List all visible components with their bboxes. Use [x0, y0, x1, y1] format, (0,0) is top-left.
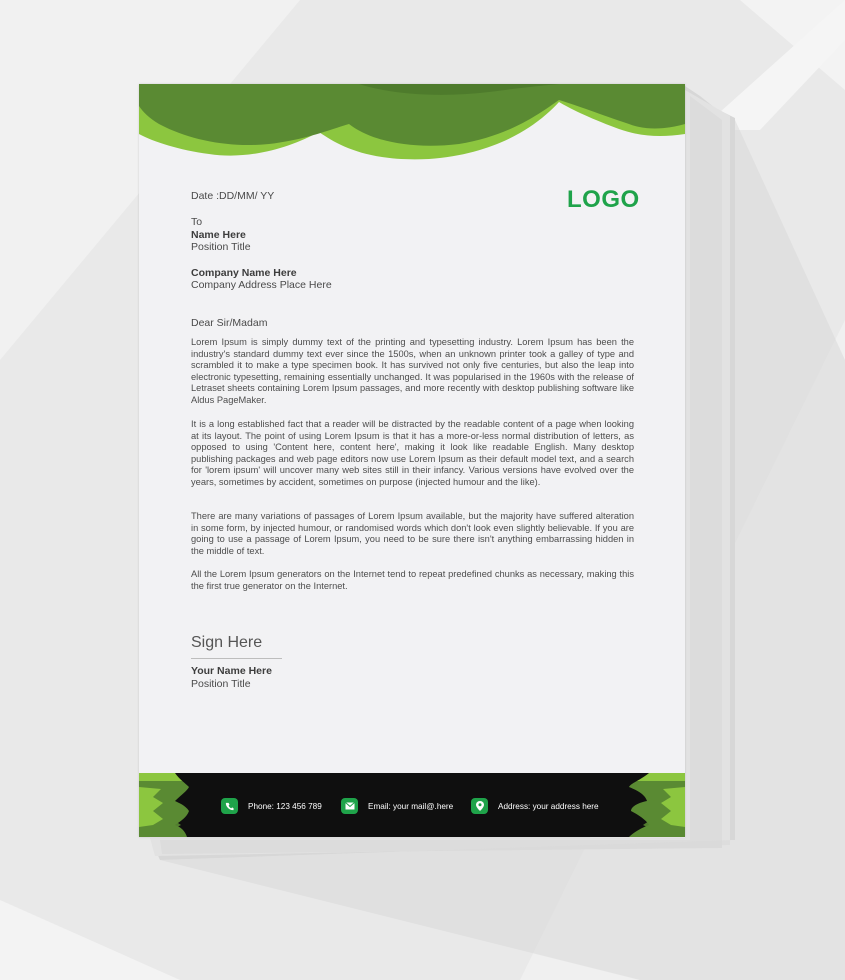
recipient-position: Position Title	[191, 241, 251, 253]
signer-position: Position Title	[191, 678, 251, 690]
letterhead-page	[139, 84, 685, 837]
signature-placeholder: Sign Here	[191, 634, 263, 651]
company-name: Company Name Here	[191, 267, 297, 279]
recipient-name: Name Here	[191, 229, 246, 241]
body-paragraph-3: There are many variations of passages of Lorem Ipsum available, but the majority have suffered alteration in some form, by injected humour, or randomised words which don't look even slightly believable. If you are going to use a passage of Lorem Ipsum, you need to be sure there isn't anything embarrassing hidden in the middle of text.	[191, 511, 634, 556]
footer-phone	[221, 798, 322, 814]
to-label: To	[191, 216, 203, 228]
date-line: Date :DD/MM/ YY	[191, 190, 275, 202]
location-pin-icon	[471, 798, 488, 814]
email-icon	[341, 798, 358, 814]
salutation: Dear Sir/Madam	[191, 317, 268, 329]
body-paragraph-1: Lorem Ipsum is simply dummy text of the printing and typesetting industry. Lorem Ipsum has been the industry's standard dummy text ever since the 1500s, when an unknown printer took a galley of type and scrambled it to make a type specimen book. It has survived not only five centuries, but also the leap into electronic typesetting, remaining essentially unchanged. It was popularised in the 1960s with the release of Letraset sheets containing Lorem Ipsum passages, and more recently with desktop publishing software like Aldus PageMaker.	[191, 337, 634, 405]
body-paragraph-2: It is a long established fact that a reader will be distracted by the readable content of a page when looking at its layout. The point of using Lorem Ipsum is that it has a more-or-less normal distribution of letters, as opposed to using 'Content here, content here', making it look like readable English. Many desktop publishing packages and web page editors now use Lorem Ipsum as their default model text, and a search for 'lorem ipsum' will uncover many web sites still in their infancy. Various versions have evolved over the years, sometimes by accident, sometimes on purpose (injected humour and the like).	[191, 419, 634, 487]
footer-bar	[139, 773, 685, 837]
company-address: Company Address Place Here	[191, 279, 332, 291]
email-text: Email: your mail@.here	[368, 801, 454, 811]
body-paragraph-4: All the Lorem Ipsum generators on the Internet tend to repeat predefined chunks as necessary, making this the first true generator on the Internet.	[191, 569, 634, 591]
signer-name: Your Name Here	[191, 665, 272, 677]
phone-text: Phone: 123 456 789	[248, 801, 322, 811]
footer-email	[341, 798, 453, 814]
address-text: Address: your address here	[498, 801, 599, 811]
footer-address	[471, 798, 599, 814]
header-wave-decoration	[139, 84, 685, 164]
company-logo: LOGO	[567, 186, 640, 213]
signature-line	[191, 658, 282, 659]
phone-icon	[221, 798, 238, 814]
